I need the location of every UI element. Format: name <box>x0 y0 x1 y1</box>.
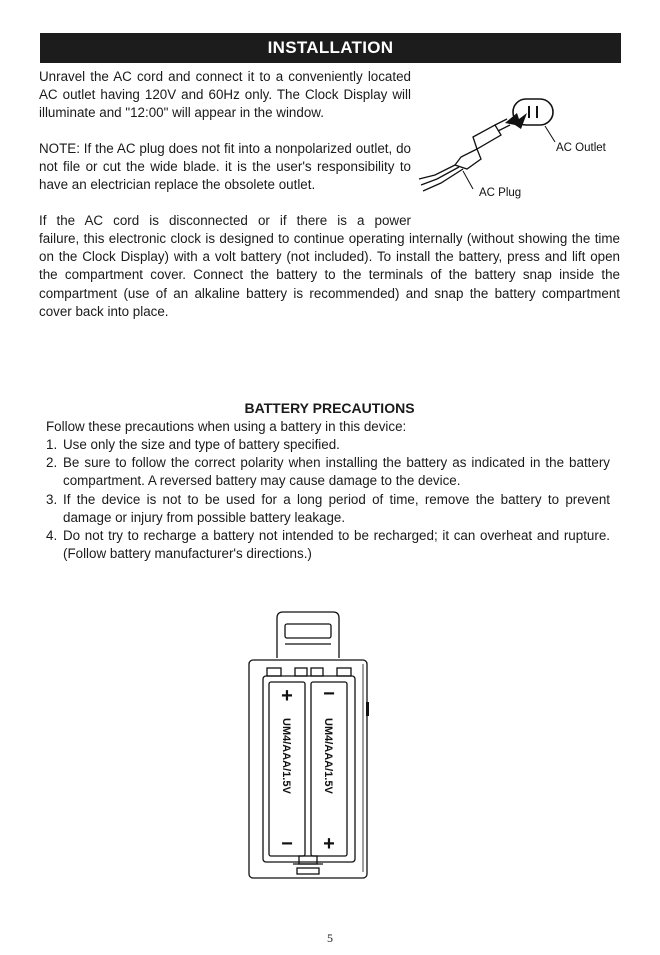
ac-plug-label: AC Plug <box>479 187 522 199</box>
list-item: 3. If the device is not to be used for a long period of time, remove the battery to prevent damage or injury from possible battery leakage. <box>46 491 610 525</box>
precautions-title: BATTERY PRECAUTIONS <box>244 400 415 416</box>
cover-tab-icon <box>277 612 339 658</box>
power-failure-paragraph-start: If the AC cord is disconnected or if there is a power <box>39 213 411 228</box>
section-title-banner: INSTALLATION <box>40 33 621 63</box>
battery-compartment-illustration <box>245 610 375 882</box>
page-number: 5 <box>327 931 333 945</box>
ac-plug-outlet-illustration <box>415 95 625 205</box>
polarity-plus-top-left: + <box>281 685 293 707</box>
battery-cell-label-right: UM4/AAA/1.5V <box>322 718 334 794</box>
precautions-intro: Follow these precautions when using a battery in this device: <box>46 419 407 434</box>
note-paragraph: NOTE: If the AC plug does not fit into a nonpolarized outlet, do not file or cut the wide blade. it is the user's responsibility to have an electrician replace the obsolete outlet. <box>39 141 411 193</box>
battery-cell-label-left: UM4/AAA/1.5V <box>280 718 292 794</box>
polarity-minus-top-right: − <box>323 683 335 705</box>
battery-bay <box>263 676 355 862</box>
compartment-outer <box>249 660 367 878</box>
polarity-minus-bottom-left: − <box>281 833 293 855</box>
power-failure-paragraph: failure, this electronic clock is designed to continue operating internally (without showing the time on the Clock Display) with a volt battery (not included). To install the battery, press and lift open the compartment cover. Connect the battery to the terminals of the battery snap inside the compartment (use of an alkaline battery is recommended) and snap the battery compartment cover back into place. <box>39 231 620 319</box>
precautions-list <box>46 436 610 563</box>
intro-paragraph: Unravel the AC cord and connect it to a conveniently located AC outlet having 120V and 60Hz only. The Clock Display will illuminate and "12:00" will appear in the window. <box>39 69 411 121</box>
list-item: 4. Do not try to recharge a battery not intended to be recharged; it can overheat and rupture. (Follow battery manufacturer's directions.) <box>46 528 610 562</box>
ac-plug-icon <box>419 119 510 191</box>
list-item: 2. Be sure to follow the correct polarity when installing the battery as indicated in the battery compartment. A reversed battery may cause damage to the device. <box>46 455 610 489</box>
ac-outlet-label: AC Outlet <box>556 142 606 154</box>
list-item: 1. Use only the size and type of battery specified. <box>46 437 340 452</box>
polarity-plus-bottom-right: + <box>323 833 335 855</box>
